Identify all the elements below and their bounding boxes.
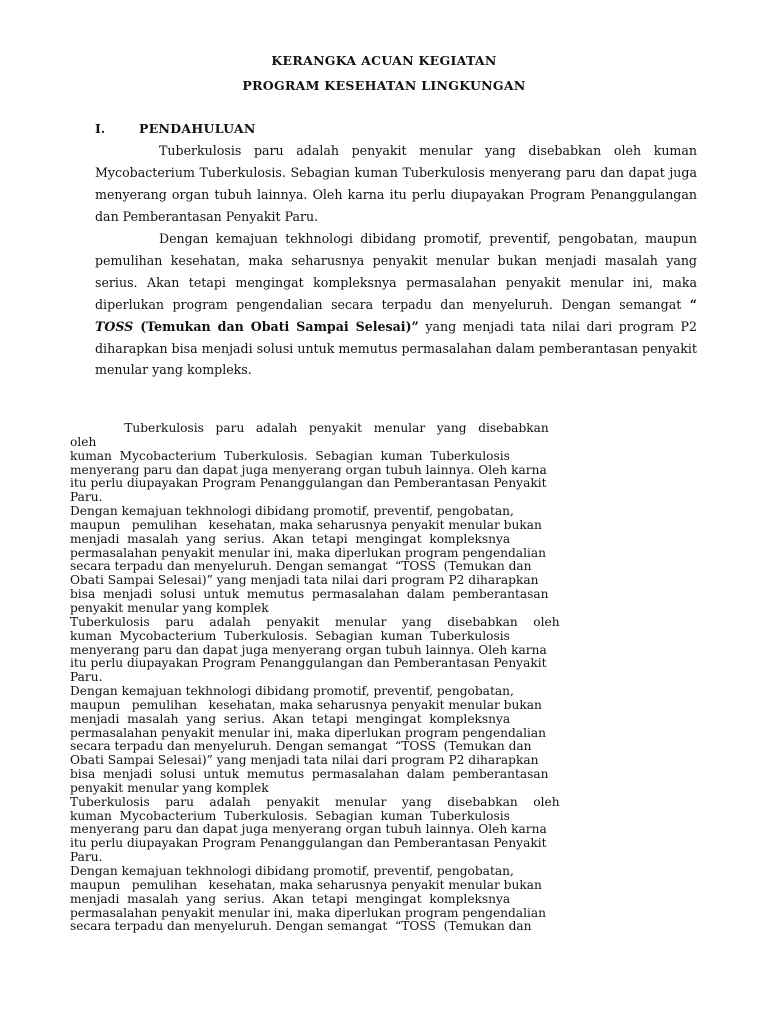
raw-text-line: menjadi masalah yang serius. Akan tetapi mengingat kompleksnya — [70, 891, 511, 906]
raw-text-line: menyerang paru dan dapat juga menyerang organ tubuh lainnya. Oleh karna — [70, 462, 547, 477]
section-heading: PENDAHULUAN — [139, 121, 256, 136]
raw-text-line: permasalahan penyakit menular ini, maka diperlukan program pengendalian — [70, 725, 546, 740]
raw-text-line: maupun pemulihan kesehatan, maka seharusnya penyakit menular bukan — [70, 877, 542, 892]
raw-text-line: kuman Mycobacterium Tuberkulosis. Sebagian kuman Tuberkulosis — [70, 808, 510, 823]
raw-text-line: menyerang paru dan dapat juga menyerang organ tubuh lainnya. Oleh karna — [70, 822, 547, 837]
raw-text-line: secara terpadu dan menyeluruh. Dengan semangat “TOSS (Temukan dan — [70, 559, 532, 574]
raw-text-line: Paru. — [70, 850, 103, 865]
raw-text-line: bisa menjadi solusi untuk memutus permasalahan dalam pemberantasan — [70, 587, 549, 602]
raw-text-line: Obati Sampai Selesai)” yang menjadi tata nilai dari program P2 diharapkan — [70, 753, 539, 768]
raw-text-line: kuman Mycobacterium Tuberkulosis. Sebagian kuman Tuberkulosis — [70, 628, 510, 643]
raw-text-line: permasalahan penyakit menular ini, maka diperlukan program pengendalian — [70, 545, 546, 560]
raw-text-line: Dengan kemajuan tekhnologi dibidang promotif, preventif, pengobatan, — [70, 684, 514, 699]
raw-text-line: Tuberkulosis paru adalah penyakit menular yang disebabkan — [70, 421, 549, 435]
paragraph-1: Tuberkulosis paru adalah penyakit menular yang disebabkan oleh kuman Mycobacterium Tuberkulosis. Sebagian kuman Tuberkulosis menyerang paru dan dapat juga menyerang organ tubuh lainnya. Oleh karna itu perlu diupayakan Program Penanggulangan dan Pemberantasan Penyakit Paru. — [95, 143, 697, 224]
raw-text-line: Paru. — [70, 490, 103, 505]
raw-text-line: kuman Mycobacterium Tuberkulosis. Sebagian kuman Tuberkulosis — [70, 448, 510, 463]
raw-text-line: menjadi masalah yang serius. Akan tetapi mengingat kompleksnya — [70, 531, 511, 546]
raw-text-line: Obati Sampai Selesai)” yang menjadi tata nilai dari program P2 diharapkan — [70, 573, 539, 588]
toss-acronym: TOSS — [95, 318, 134, 334]
raw-text-line: Dengan kemajuan tekhnologi dibidang promotif, preventif, pengobatan, — [70, 504, 514, 519]
raw-text-line: itu perlu diupayakan Program Penanggulangan dan Pemberantasan Penyakit — [70, 836, 547, 851]
paragraph-2 — [95, 228, 697, 381]
raw-text-line: Tuberkulosis paru adalah penyakit menular yang disebabkan oleh — [70, 614, 560, 629]
raw-text-line: penyakit menular yang komplek — [70, 600, 269, 615]
document-subtitle: PROGRAM KESEHATAN LINGKUNGAN — [242, 78, 526, 93]
paragraph-2-text-before: Dengan kemajuan tekhnologi dibidang promotif, preventif, pengobatan, maupun pemulihan kesehatan, maka seharusnya penyakit menular bukan menjadi masalah yang serius. Akan tetapi mengingat kompleksnya permasalahan penyakit menular ini, maka diperlukan program pengendalian secara terpadu dan menyeluruh. Dengan semangat — [95, 231, 697, 312]
section-number: I. — [95, 121, 106, 136]
raw-text-line: itu perlu diupayakan Program Penanggulangan dan Pemberantasan Penyakit — [70, 476, 547, 491]
raw-text-line: menyerang paru dan dapat juga menyerang organ tubuh lainnya. Oleh karna — [70, 642, 547, 657]
raw-text-line: Dengan kemajuan tekhnologi dibidang promotif, preventif, pengobatan, — [70, 864, 514, 878]
toss-expansion: (Temukan dan Obati Sampai Selesai)” — [133, 318, 419, 334]
raw-text-line: maupun pemulihan kesehatan, maka seharusnya penyakit menular bukan — [70, 697, 542, 712]
raw-text-line: maupun pemulihan kesehatan, maka seharusnya penyakit menular bukan — [70, 517, 542, 532]
raw-text-line: bisa menjadi solusi untuk memutus permasalahan dalam pemberantasan — [70, 767, 549, 782]
paragraph-2-text-after: yang menjadi tata nilai dari program P2 diharapkan bisa menjadi solusi untuk memutus permasalahan dalam pemberantasan penyakit menular yang kompleks. — [95, 318, 697, 378]
toss-quote-open: “ — [689, 296, 697, 312]
raw-text-line: secara terpadu dan menyeluruh. Dengan semangat “TOSS (Temukan dan — [70, 739, 532, 754]
raw-text-line: Tuberkulosis paru adalah penyakit menular yang disebabkan oleh — [70, 794, 560, 809]
raw-text-line: menjadi masalah yang serius. Akan tetapi mengingat kompleksnya — [70, 711, 511, 726]
raw-text-line: secara terpadu dan menyeluruh. Dengan semangat “TOSS (Temukan dan — [70, 919, 532, 934]
raw-text-line: oleh — [70, 434, 97, 449]
raw-text-line: permasalahan penyakit menular ini, maka diperlukan program pengendalian — [70, 905, 546, 920]
raw-text-line: penyakit menular yang komplek — [70, 780, 269, 795]
repeated-text-block — [70, 422, 690, 934]
raw-text-line: Paru. — [70, 670, 103, 685]
raw-text-line: itu perlu diupayakan Program Penanggulangan dan Pemberantasan Penyakit — [70, 656, 547, 671]
document-title: KERANGKA ACUAN KEGIATAN — [271, 53, 497, 68]
